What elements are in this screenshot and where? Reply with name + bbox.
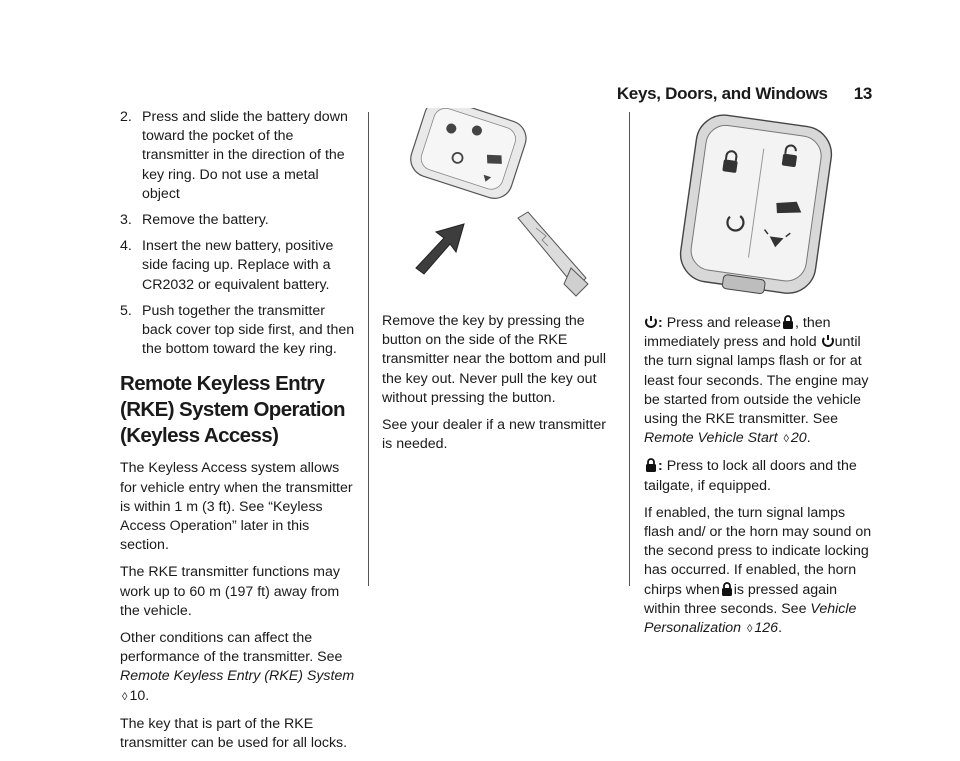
cross-reference-link[interactable]: Vehicle Personalization [644,600,857,637]
step-number: 3. [120,212,132,229]
remote-start-icon [644,315,658,329]
ref-arrow-icon: ◊ [122,690,128,703]
ref-page[interactable]: 10 [129,687,146,704]
step-4 [120,237,358,295]
rke-transmitter-illustration [664,108,846,300]
step-number: 4. [120,238,132,255]
paragraph-lock [644,457,876,495]
step-text: Press and slide the battery down toward the pocket of the transmitter in the direction of the key ring. Do not use a metal object [142,109,348,202]
text: until the turn signal lamps flash or for at least four seconds. The engine may be started from outside the vehicle using the RKE transmitter. See [644,334,869,428]
column-1 [120,108,358,761]
text: . [806,430,811,447]
step-number: 2. [120,109,132,125]
text: Press to lock all doors and the tailgate, if equipped. [644,458,857,494]
symbol-colon: : [658,315,663,331]
text: , then immediately press and hold [644,315,831,351]
text: If enabled, the turn signal lamps flash and/ or the horn may sound on the second press to indicate locking has occurred. If enabled, the horn chirps when [644,504,872,598]
section-title: Keys, Doors, and Windows [616,84,828,103]
ref-page[interactable]: 20 [790,430,807,447]
column-3 [644,108,876,647]
key-removal-illustration [396,108,606,300]
cross-reference-link[interactable]: Remote Vehicle Start [644,430,778,447]
text: Press and release [666,315,782,331]
key-blade-shape [518,212,588,296]
symbol-colon: : [658,458,663,475]
text: . [778,620,783,637]
step-text: Remove the battery. [142,212,269,229]
paragraph-key: The key that is part of the RKE transmitter can be used for all locks. [120,715,348,752]
lock-icon [644,458,658,472]
step-5 [120,302,358,360]
paragraph-dealer: See your dealer if a new transmitter is needed. [382,417,606,453]
page-number: 13 [853,84,872,103]
paragraph-remove-key: Remove the key by pressing the button on the side of the RKE transmitter near the bottom and pull the key out. Never pull the key out without pressing the button. [382,313,606,406]
paragraph-keyless-access: The Keyless Access system allows for vehicle entry when the transmitter is within 1 m (3 ft). See “Keyless Access Operation” later in this section. [120,460,353,554]
step-text: Push together the transmitter back cover top side first, and then the bottom toward the key ring. [142,302,355,358]
column-2 [382,108,614,462]
remote-start-icon [821,334,835,348]
running-header [617,84,872,104]
text: is pressed again within three seconds. See [644,581,838,617]
press-arrow-icon [416,224,464,274]
lock-icon [781,315,795,329]
text: . [145,687,150,704]
paragraph-range: The RKE transmitter functions may work up to 60 m (197 ft) away from the vehicle. [120,564,340,619]
step-2 [120,108,358,204]
paragraph-conditions [120,629,358,707]
ref-arrow-icon: ◊ [746,623,753,636]
column-divider-2 [629,112,630,586]
ref-page[interactable]: 126 [754,620,779,637]
text: Other conditions can affect the performance of the transmitter. See [120,630,343,666]
lock-icon [720,582,734,596]
paragraph-remote-start [644,314,876,449]
column-divider-1 [368,112,369,586]
step-text: Insert the new battery, positive side facing up. Replace with a CR2032 or equivalent battery. [142,238,334,293]
ref-arrow-icon: ◊ [783,433,789,446]
fob-body-shape [406,108,531,203]
step-number: 5. [120,302,132,319]
cross-reference-link[interactable]: Remote Keyless Entry (RKE) System [120,668,355,685]
step-3 [120,211,358,230]
section-heading: Remote Keyless Entry (RKE) System Operation (Keyless Access) [120,372,345,448]
paragraph-enabled [644,504,876,639]
